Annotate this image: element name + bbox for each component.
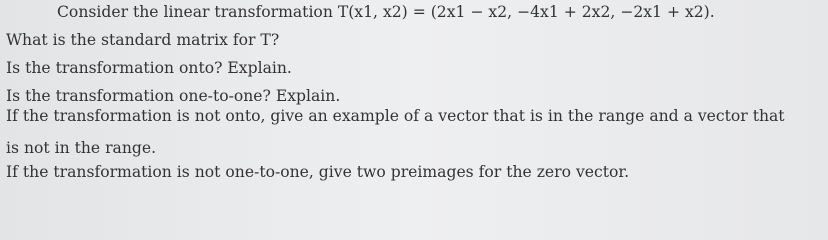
question-onto: Is the transformation onto? Explain. xyxy=(6,59,292,77)
question-range-example-line-1: If the transformation is not onto, give an example of a vector that is in the range and a vector that xyxy=(6,107,785,125)
question-one-to-one: Is the transformation one-to-one? Explain. xyxy=(6,87,341,105)
question-zero-preimages: If the transformation is not one-to-one, give two preimages for the zero vector. xyxy=(6,163,630,181)
question-standard-matrix: What is the standard matrix for T? xyxy=(6,31,280,49)
question-range-example-line-2: is not in the range. xyxy=(6,139,157,157)
problem-intro: Consider the linear transformation T(x1, x2) = (2x1 − x2, −4x1 + 2x2, −2x1 + x2). xyxy=(57,3,715,21)
